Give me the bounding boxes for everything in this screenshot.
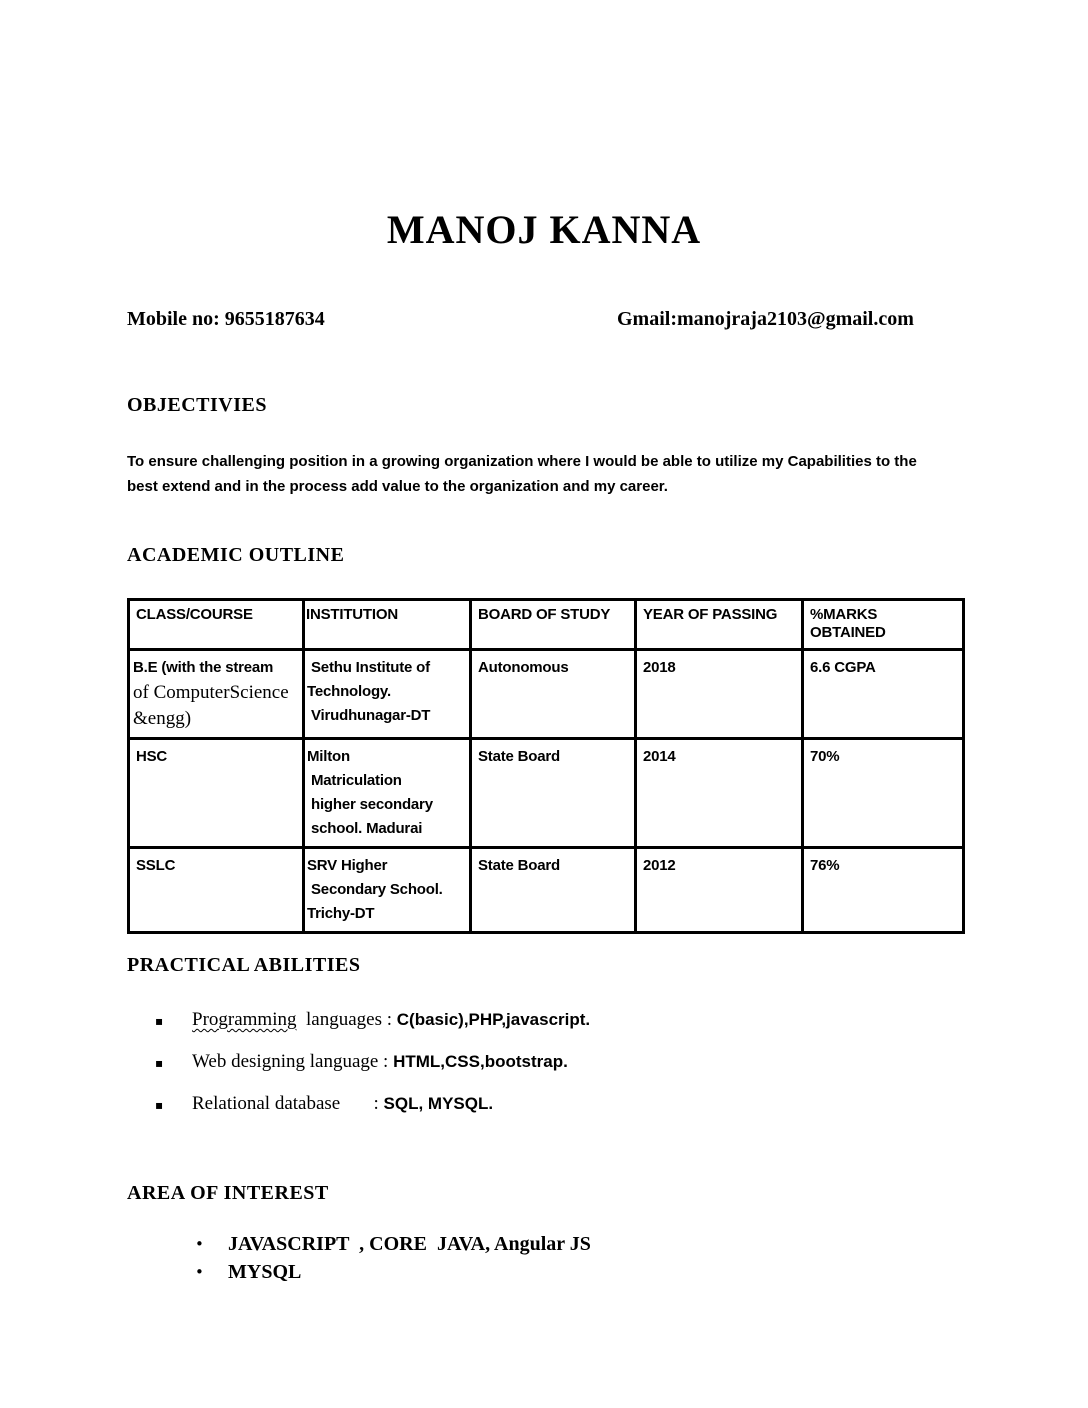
column-header-institution: INSTITUTION <box>304 600 471 650</box>
cell-institution <box>304 650 471 739</box>
column-header-year-of-passing: YEAR OF PASSING <box>636 600 803 650</box>
cell-marks: 6.6 CGPA <box>803 650 964 739</box>
objectives-heading: OBJECTIVIES <box>127 394 267 416</box>
institution-line: Matriculation <box>311 772 402 789</box>
skill-text <box>192 1092 493 1116</box>
practical-abilities-heading: PRACTICAL ABILITIES <box>127 954 361 976</box>
skill-value: HTML,CSS,bootstrap. <box>393 1052 568 1071</box>
cell-course: HSC <box>129 739 304 848</box>
institution-line: Sethu Institute of <box>311 659 430 676</box>
institution-line: SRV Higher <box>307 857 388 874</box>
skill-item <box>155 1008 915 1050</box>
area-of-interest-list <box>195 1230 895 1286</box>
bullet-dot-icon: • <box>195 1263 204 1281</box>
skill-value: C(basic),PHP,javascript. <box>396 1010 591 1029</box>
academic-outline-heading: ACADEMIC OUTLINE <box>127 544 345 566</box>
institution-line: Milton <box>307 748 350 765</box>
cell-course <box>129 650 304 739</box>
skill-label-underlined: Programming <box>192 1009 297 1030</box>
email-address: Gmail:manojraja2103@gmail.com <box>617 308 914 330</box>
bullet-square-icon: ▪ <box>155 1056 164 1070</box>
interest-item <box>195 1258 895 1286</box>
bullet-square-icon: ▪ <box>155 1014 164 1028</box>
institution-line: Virudhunagar-DT <box>311 707 431 724</box>
cell-board: Autonomous <box>471 650 636 739</box>
institution-line: higher secondary <box>311 796 433 813</box>
skill-label: Web designing language : <box>192 1051 394 1072</box>
interest-text: JAVASCRIPT , CORE JAVA, Angular JS <box>228 1233 591 1255</box>
institution-line: school. Madurai <box>311 820 423 837</box>
skill-item <box>155 1092 915 1134</box>
institution-line: Technology. <box>307 683 391 700</box>
institution-line: Trichy-DT <box>307 905 375 922</box>
mobile-number: Mobile no: 9655187634 <box>127 308 325 330</box>
area-of-interest-heading: AREA OF INTEREST <box>127 1182 329 1204</box>
cell-marks: 76% <box>803 848 964 933</box>
table-header-row <box>129 600 964 650</box>
cell-institution <box>304 739 471 848</box>
course-line: of ComputerScience <box>133 682 289 703</box>
document-title: MANOJ KANNA <box>386 207 702 252</box>
cell-year: 2014 <box>636 739 803 848</box>
bullet-square-icon: ▪ <box>155 1098 164 1112</box>
table-row <box>129 739 964 848</box>
academic-table <box>127 598 965 934</box>
column-header-class-course: CLASS/COURSE <box>129 600 304 650</box>
skill-value: SQL, MYSQL. <box>383 1094 494 1113</box>
course-line: &engg) <box>133 708 192 729</box>
interest-text: MYSQL <box>228 1261 302 1283</box>
cell-marks: 70% <box>803 739 964 848</box>
cell-board: State Board <box>471 739 636 848</box>
course-line: B.E (with the stream <box>133 659 274 676</box>
practical-abilities-list <box>155 1008 915 1134</box>
institution-line: Secondary School. <box>311 881 443 898</box>
skill-label: languages : <box>296 1009 397 1030</box>
cell-board: State Board <box>471 848 636 933</box>
cell-year: 2012 <box>636 848 803 933</box>
cell-year: 2018 <box>636 650 803 739</box>
interest-item <box>195 1230 895 1258</box>
skill-label: Relational database : <box>192 1093 384 1114</box>
bullet-dot-icon: • <box>195 1235 204 1253</box>
skill-text <box>192 1050 568 1074</box>
cell-course: SSLC <box>129 848 304 933</box>
cell-institution <box>304 848 471 933</box>
skill-item <box>155 1050 915 1092</box>
table-row <box>129 650 964 739</box>
column-header-marks-obtained: %MARKS OBTAINED <box>803 600 964 650</box>
table-row <box>129 848 964 933</box>
column-header-board-of-study: BOARD OF STUDY <box>471 600 636 650</box>
objectives-text: To ensure challenging position in a growing organization where I would be able to utilize my Capabilities to the best extend and in the process add value to the organization and my career. <box>127 453 917 495</box>
skill-text <box>192 1008 590 1032</box>
